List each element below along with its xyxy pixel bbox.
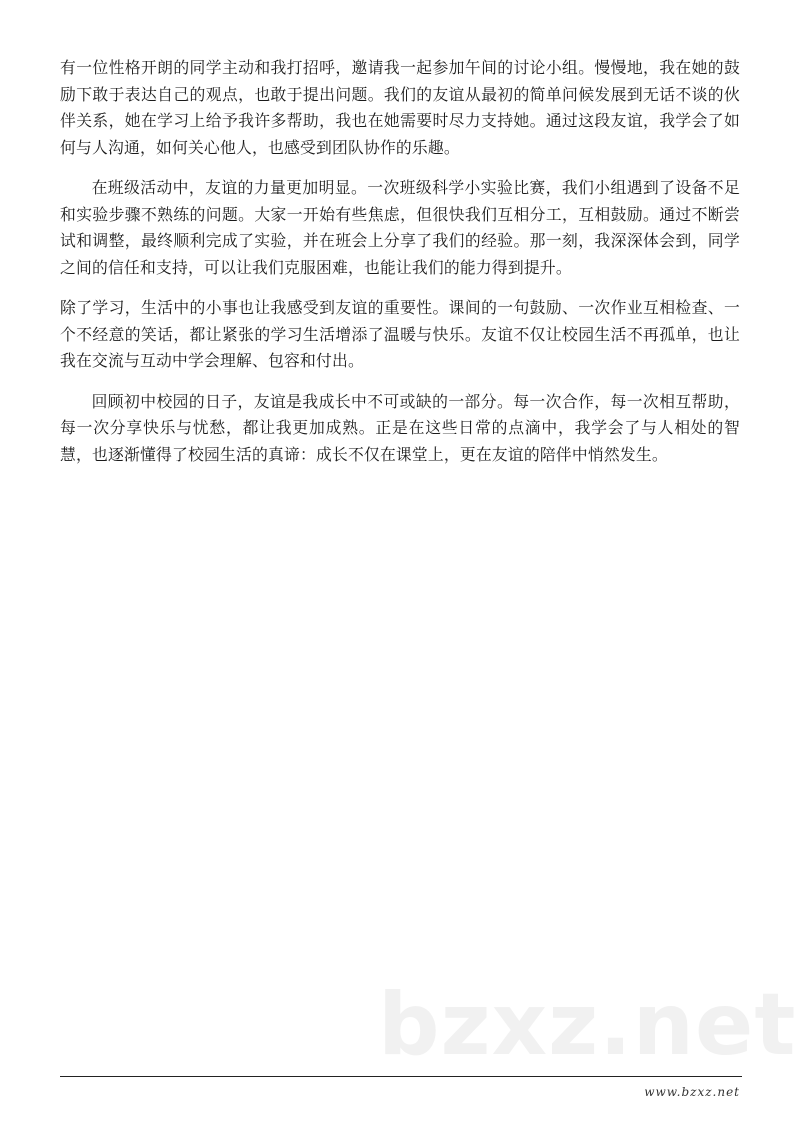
watermark: bzxz.net <box>378 975 797 1075</box>
paragraph-4: 回顾初中校园的日子，友谊是我成长中不可或缺的一部分。每一次合作，每一次相互帮助，每一次分享快乐与忧愁，都让我更加成熟。正是在这些日常的点滴中，我学会了与人相处的智慧，也逐渐懂得了校园生活的真谛：成长不仅在课堂上，更在友谊的陪伴中悄然发生。 <box>60 391 740 464</box>
footer-url: www.bzxz.net <box>644 1085 740 1099</box>
paragraph-3: 除了学习，生活中的小事也让我感受到友谊的重要性。课间的一句鼓励、一次作业互相检查、一个不经意的笑话，都让紧张的学习生活增添了温暖与快乐。友谊不仅让校园生活不再孤单，也让我在交流与互动中学会理解、包容和付出。 <box>60 298 740 370</box>
paragraph-1: 有一位性格开朗的同学主动和我打招呼，邀请我一起参加午间的讨论小组。慢慢地，我在她的鼓励下敢于表达自己的观点，也敢于提出问题。我们的友谊从最初的简单问候发展到无话不谈的伙伴关系，她在学习上给予我许多帮助，我也在她需要时尽力支持她。通过这段友谊，我学会了如何与人沟通，如何关心他人，也感受到团队协作的乐趣。 <box>60 58 740 157</box>
document-body <box>60 55 740 482</box>
footer-divider <box>60 1076 742 1077</box>
paragraph-2: 在班级活动中，友谊的力量更加明显。一次班级科学小实验比赛，我们小组遇到了设备不足和实验步骤不熟练的问题。大家一开始有些焦虑，但很快我们互相分工，互相鼓励。通过不断尝试和调整，最终顺利完成了实验，并在班会上分享了我们的经验。那一刻，我深深体会到，同学之间的信任和支持，可以让我们克服困难，也能让我们的能力得到提升。 <box>60 178 740 277</box>
